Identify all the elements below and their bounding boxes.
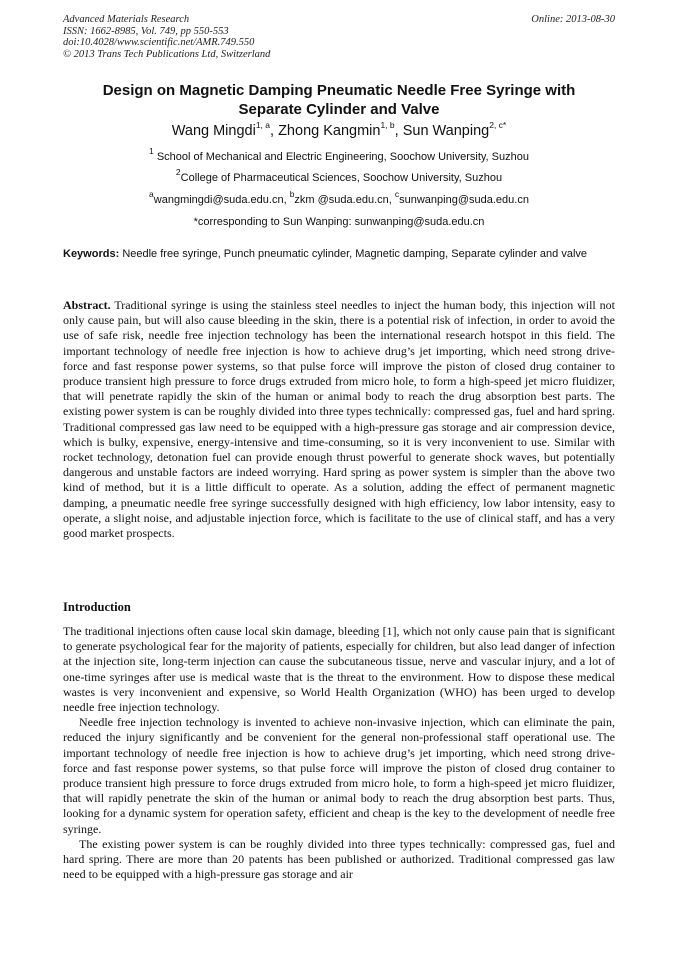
author-3: Sun Wanping xyxy=(402,123,490,139)
affiliation-2-sup: 2 xyxy=(175,167,181,178)
email-b: zkm @suda.edu.cn, xyxy=(294,194,392,206)
keywords-block xyxy=(63,248,615,261)
keywords-label: Keywords: xyxy=(63,248,120,260)
author-2: Zhong Kangmin xyxy=(278,123,381,139)
affiliation-2-text: College of Pharmaceutical Sciences, Soochow University, Suzhou xyxy=(180,172,503,184)
affiliation-1-text: School of Mechanical and Electric Engineering, Soochow University, Suzhou xyxy=(156,151,529,163)
affiliation-1-sup: 1 xyxy=(149,146,154,157)
introduction-body xyxy=(63,624,615,882)
issn-line: ISSN: 1662-8985, Vol. 749, pp 550-553 xyxy=(63,25,229,37)
title-line-2: Separate Cylinder and Valve xyxy=(238,101,440,118)
author-3-sup: 2, c* xyxy=(489,120,507,131)
abstract-label: Abstract. xyxy=(63,298,111,312)
author-list: Wang Mingdi$^{1, a}$, Zhong Kangmin$^{1, b}$, Sun Wanping$^{2, c*}$ xyxy=(171,120,507,139)
paper-title xyxy=(60,81,618,119)
intro-paragraph-1: The traditional injections often cause local skin damage, bleeding [1], which not only cause pain that is significant to generate psychological fear for the majority of patients, especially for children, but also lead danger of infection at the injection site, long-term injection can cause the subcutaneous tissue, nerve and vascular injury, and a lot of one-time syringes after use is medical waste that is the threat to the environment. How to dispose these medical wastes is very inconvenient and expensive, so World Health Organization (WHO) has been urged to develop needle free injection technology. xyxy=(63,624,615,715)
introduction-heading: Introduction xyxy=(63,600,131,614)
abstract-block xyxy=(63,298,615,541)
affiliation-2 xyxy=(60,167,618,185)
email-b-sup: b xyxy=(289,189,295,200)
author-2-sup: 1, b xyxy=(380,120,395,131)
abstract-text: Traditional syringe is using the stainless steel needles to inject the human body, this injection will not only cause pain, but will also cause bleeding in the skin, there is a potential risk of infection, in order to avoid the use of safe risk, needle free injection technology has been the international research hotspot in this field. The important technology of needle free injection is how to achieve drug’s jet importing, which need strong drive-force and fast response power systems, so that pulse force will improve the piston of closed drug container to produce transient high pressure to force drugs extruded from micro hole, to form a high-speed jet micro fluidizer, that will penetrate rapidly the skin of the human or animal body to reach the drug absorption best parts. The existing power system is can be roughly divided into three types technically: compressed gas, fuel and hard spring. Traditional compressed gas law need to be equipped with a high-pressure gas storage and air compression device, which is bulky, expensive, energy-intensive and time-consuming, so it is very inconvenient to use. Similar with rocket technology, detonation fuel can provide enough thrust powerful to generate shock waves, but potentially dangerous and unstable factors are indeed worrying. Hard spring as power system is simpler than the above two kind of method, but it is a little difficult to operate. As a solution, adding the effect of permanent magnetic damping, a pneumatic needle free syringe successfully designed with high efficiency, low labor intensity, easy to operate, a slight noise, and adjustable injection force, which is facilitate to the use of clinical staff, and has a very good market prospects. xyxy=(63,298,615,541)
online-date: Online: 2013-08-30 xyxy=(531,14,615,25)
email-a-sup: a xyxy=(149,189,154,200)
intro-paragraph-2: Needle free injection technology is invented to achieve non-invasive injection, which can eliminate the pain, reduced the injury significantly and be convenient for the general non-professional staff operational use. The important technology of needle free injection is how to achieve drug’s jet importing, which need strong drive-force and fast response power systems, so that pulse force will improve the piston of closed drug container to produce transient high pressure to force drugs extruded from micro hole, to form a high-speed jet micro fluidizer, that will rapidly penetrate the skin of the human or animal body to reach the drug absorption best parts. Thus, looking for a dynamic system for operation safety, efficient and cheap is the key to the development of needle free syringe. xyxy=(63,715,615,836)
email-c-sup: c xyxy=(394,189,400,200)
corresponding-author: *corresponding to Sun Wanping: sunwanping@suda.edu.cn xyxy=(193,216,485,228)
title-line-1: Design on Magnetic Damping Pneumatic Needle Free Syringe with xyxy=(102,82,576,99)
journal-header xyxy=(63,14,615,60)
affiliation-1 xyxy=(60,146,618,164)
email-c: sunwanping@suda.edu.cn xyxy=(399,194,529,206)
intro-paragraph-3: The existing power system is can be roughly divided into three types technically: compressed gas, fuel and hard spring. There are more than 20 patents has been published or authorized. Traditional compressed gas law need to be equipped with a high-pressure gas storage and air xyxy=(63,836,615,882)
journal-name: Advanced Materials Research xyxy=(63,14,190,25)
email-a: wangmingdi@suda.edu.cn, xyxy=(153,194,287,206)
email-line xyxy=(60,189,618,207)
copyright-line: © 2013 Trans Tech Publications Ltd, Switzerland xyxy=(63,48,271,60)
author-1-sup: 1, a xyxy=(255,120,271,131)
doi-line: doi:10.4028/www.scientific.net/AMR.749.550 xyxy=(63,37,255,49)
keywords-text: Needle free syringe, Punch pneumatic cylinder, Magnetic damping, Separate cylinder and valve xyxy=(122,248,588,260)
author-1: Wang Mingdi xyxy=(171,123,256,139)
